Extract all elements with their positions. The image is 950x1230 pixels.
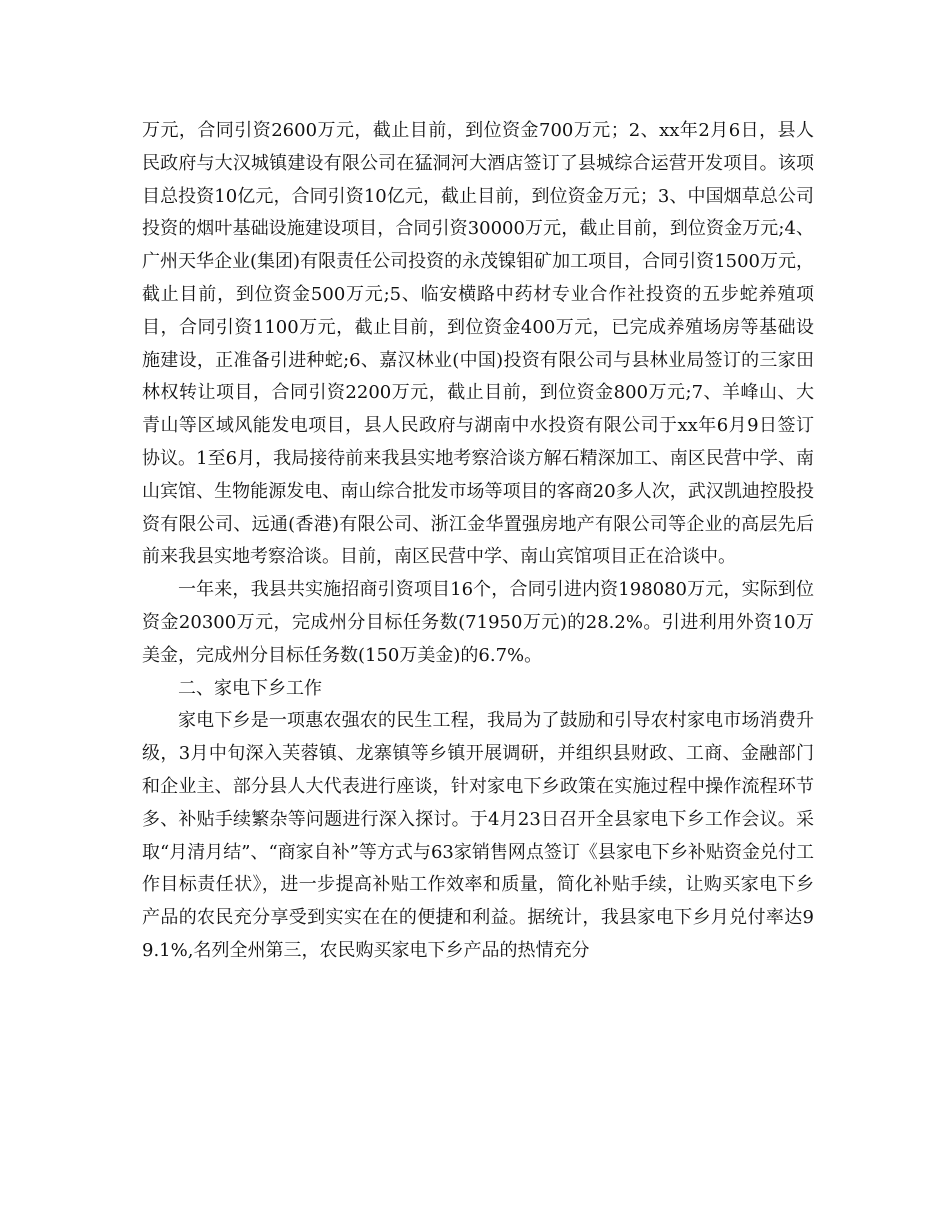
paragraph-investment-projects: 万元，合同引资2600万元，截止目前，到位资金700万元；2、xx年2月6日，县人民政府与大汉城镇建设有限公司在猛洞河大酒店签订了县城综合运营开发项目。该项目总投资10亿元，合同引资10亿元，截止目前，到位资金万元；3、中国烟草总公司投资的烟叶基础设施建设项目，合同引资30000万元，截止目前，到位资金万元;4、广州天华企业(集团)有限责任公司投资的永茂镍钼矿加工项目，合同引资1500万元，截止目前，到位资金500万元;5、临安横路中药材专业合作社投资的五步蛇养殖项目，合同引资1100万元，截止目前，到位资金400万元，已完成养殖场房等基础设施建设，正准备引进种蛇;6、嘉汉林业(中国)投资有限公司与县林业局签订的三家田林权转让项目，合同引资2200万元，截止目前，到位资金800万元;7、羊峰山、大青山等区域风能发电项目，县人民政府与湖南中水投资有限公司于xx年6月9日签订协议。1至6月，我局接待前来我县实地考察洽谈方解石精深加工、南区民营中学、南山宾馆、生物能源发电、南山综合批发市场等项目的客商20多人次，武汉凯迪控股投资有限公司、远通(香港)有限公司、浙江金华置强房地产有限公司等企业的高层先后前来我县实地考察洽谈。目前，南区民营中学、南山宾馆项目正在洽谈中。 [142, 120, 814, 568]
section-heading-appliances: 二、家电下乡工作 [178, 677, 322, 699]
paragraph-appliances-to-countryside: 家电下乡是一项惠农强农的民生工程，我局为了鼓励和引导农村家电市场消费升级，3月中旬深入芙蓉镇、龙寨镇等乡镇开展调研，并组织县财政、工商、金融部门和企业主、部分县人大代表进行座谈，针对家电下乡政策在实施过程中操作流程环节多、补贴手续繁杂等问题进行深入探讨。于4月23日召开全县家电下乡工作会议。采取“月清月结”、“商家自补”等方式与63家销售网点签订《县家电下乡补贴资金兑付工作目标责任状》，进一步提高补贴工作效率和质量，简化补贴手续，让购买家电下乡产品的农民充分享受到实实在在的便捷和利益。据统计，我县家电下乡月兑付率达99.1%,名列全州第三，农民购买家电下乡产品的热情充分 [142, 710, 814, 961]
document-body [142, 115, 814, 968]
paragraph-annual-summary: 一年来，我县共实施招商引资项目16个，合同引进内资198080万元，实际到位资金20300万元，完成州分目标任务数(71950万元)的28.2%。引进利用外资10万美金，完成州分目标任务数(150万美金)的6.7%。 [142, 579, 814, 666]
